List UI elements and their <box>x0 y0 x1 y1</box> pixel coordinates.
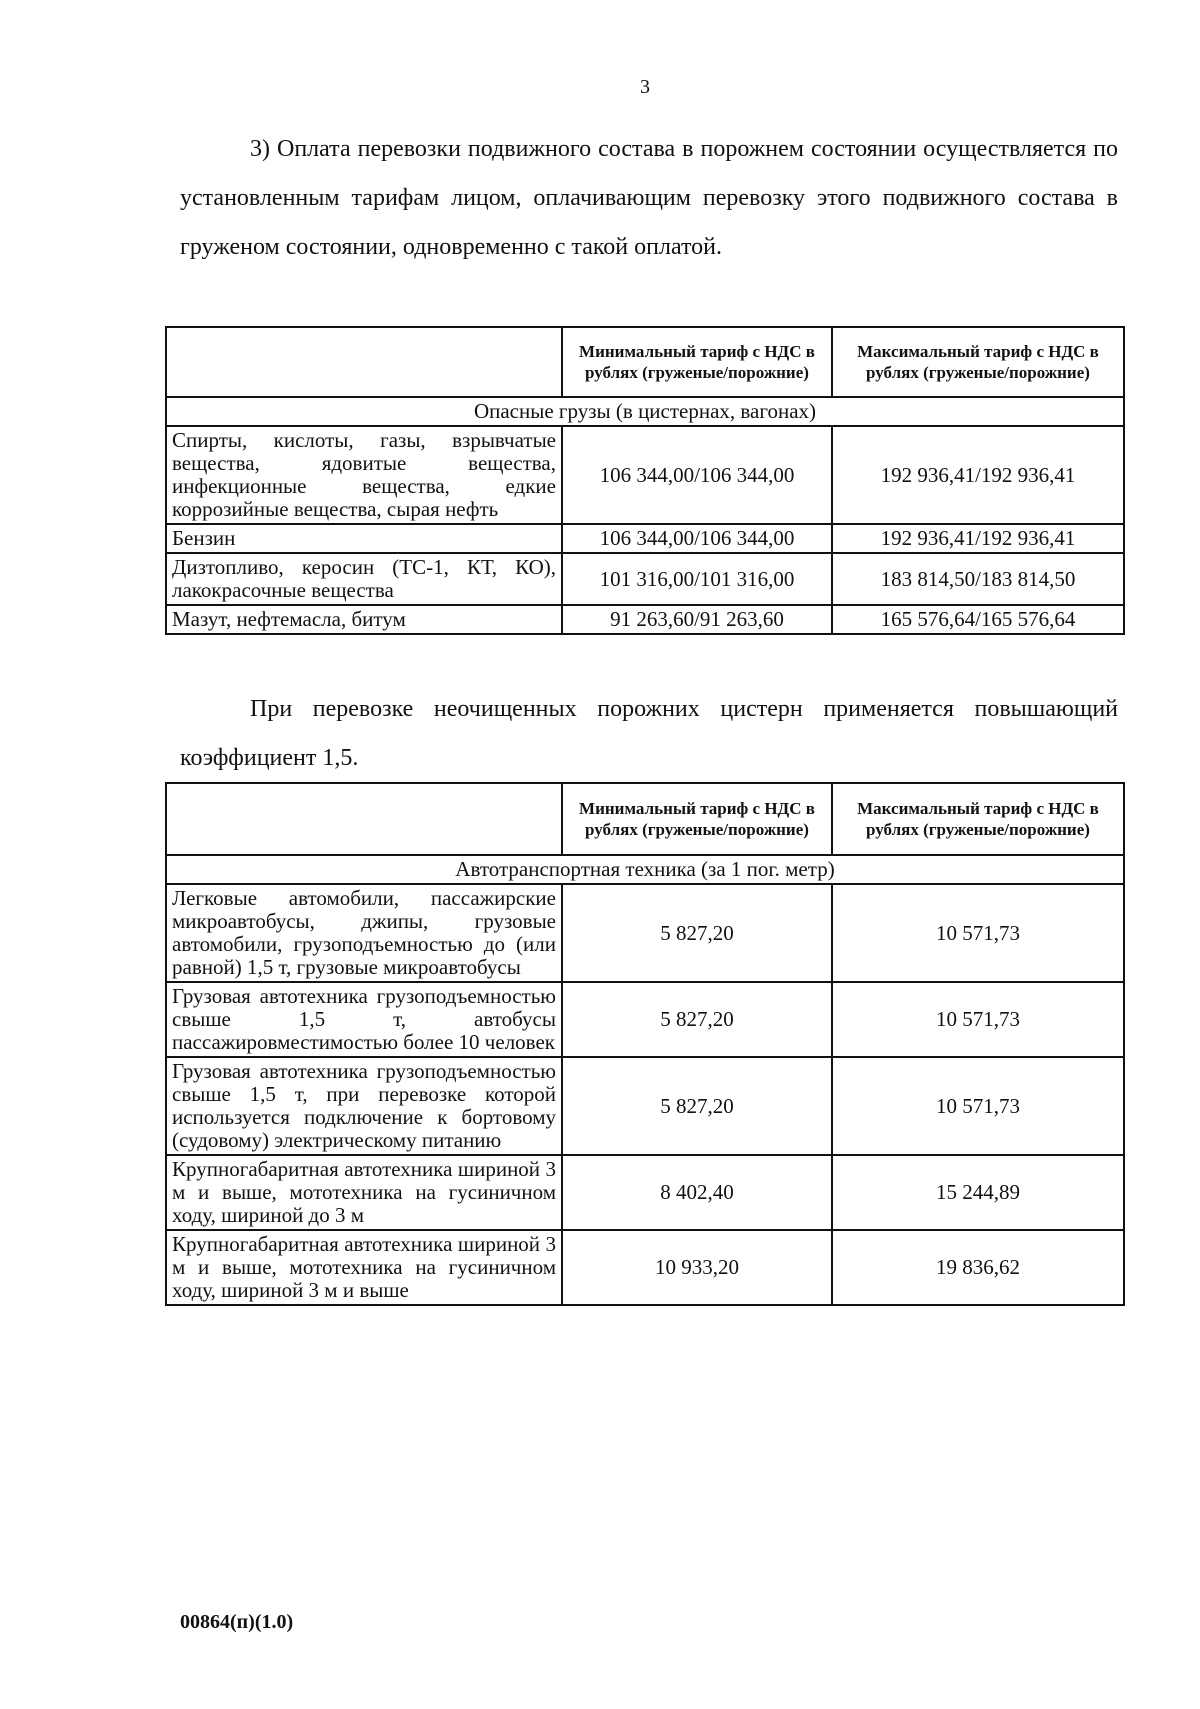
max-tariff-value: 10 571,73 <box>832 982 1124 1057</box>
section-row <box>166 855 1124 884</box>
vehicle-name: Грузовая автотехника грузоподъемностью свыше 1,5 т, при перевозке которой используется подключение к бортовому (судовому) электрическому питанию <box>166 1057 562 1155</box>
tariff-table-dangerous-goods <box>165 326 1125 635</box>
document-code: 00864(п)(1.0) <box>180 1611 294 1633</box>
min-tariff-value: 5 827,20 <box>562 982 832 1057</box>
cargo-name: Бензин <box>166 524 562 553</box>
max-tariff-value: 183 814,50/183 814,50 <box>832 553 1124 605</box>
min-tariff-value: 101 316,00/101 316,00 <box>562 553 832 605</box>
header-min-tariff: Минимальный тариф с НДС в рублях (груженые/порожние) <box>562 783 832 855</box>
min-tariff-value: 10 933,20 <box>562 1230 832 1305</box>
vehicle-name: Крупногабаритная автотехника шириной 3 м и выше, мототехника на гусиничном ходу, шириной 3 м и выше <box>166 1230 562 1305</box>
table-header-row <box>166 327 1124 397</box>
max-tariff-value: 19 836,62 <box>832 1230 1124 1305</box>
cargo-name: Мазут, нефтемасла, битум <box>166 605 562 634</box>
max-tariff-value: 192 936,41/192 936,41 <box>832 426 1124 524</box>
paragraph-empty-wagon-payment: 3) Оплата перевозки подвижного состава в порожнем состоянии осуществляется по установленным тарифам лицом, оплачивающим перевозку этого подвижного состава в груженом состоянии, одновременно с такой оплатой. <box>180 136 1118 260</box>
table-row <box>166 1155 1124 1230</box>
cargo-name: Дизтопливо, керосин (ТС-1, КТ, КО), лакокрасочные вещества <box>166 553 562 605</box>
table-row <box>166 884 1124 982</box>
table-row <box>166 426 1124 524</box>
header-max-tariff: Максимальный тариф с НДС в рублях (груженые/порожние) <box>832 783 1124 855</box>
min-tariff-value: 106 344,00/106 344,00 <box>562 524 832 553</box>
max-tariff-value: 15 244,89 <box>832 1155 1124 1230</box>
paragraph-coefficient: При перевозке неочищенных порожних цистерн применяется повышающий коэффициент 1,5. <box>180 696 1118 771</box>
section-title: Автотранспортная техника (за 1 пог. метр) <box>166 855 1124 884</box>
min-tariff-value: 91 263,60/91 263,60 <box>562 605 832 634</box>
header-blank <box>166 327 562 397</box>
cargo-name: Спирты, кислоты, газы, взрывчатые вещества, ядовитые вещества, инфекционные вещества, едкие коррозийные вещества, сырая нефть <box>166 426 562 524</box>
max-tariff-value: 165 576,64/165 576,64 <box>832 605 1124 634</box>
page-number: 3 <box>640 76 650 98</box>
table-row <box>166 553 1124 605</box>
max-tariff-value: 192 936,41/192 936,41 <box>832 524 1124 553</box>
table-row <box>166 982 1124 1057</box>
section-row <box>166 397 1124 426</box>
section-title: Опасные грузы (в цистернах, вагонах) <box>166 397 1124 426</box>
min-tariff-value: 8 402,40 <box>562 1155 832 1230</box>
min-tariff-value: 106 344,00/106 344,00 <box>562 426 832 524</box>
min-tariff-value: 5 827,20 <box>562 884 832 982</box>
table-row <box>166 524 1124 553</box>
vehicle-name: Легковые автомобили, пассажирские микроавтобусы, джипы, грузовые автомобили, грузоподъемностью до (или равной) 1,5 т, грузовые микроавтобусы <box>166 884 562 982</box>
vehicle-name: Крупногабаритная автотехника шириной 3 м и выше, мототехника на гусиничном ходу, шириной до 3 м <box>166 1155 562 1230</box>
header-min-tariff: Минимальный тариф с НДС в рублях (груженые/порожние) <box>562 327 832 397</box>
max-tariff-value: 10 571,73 <box>832 1057 1124 1155</box>
header-max-tariff: Максимальный тариф с НДС в рублях (груженые/порожние) <box>832 327 1124 397</box>
max-tariff-value: 10 571,73 <box>832 884 1124 982</box>
vehicle-name: Грузовая автотехника грузоподъемностью свыше 1,5 т, автобусы пассажировместимостью более 10 человек <box>166 982 562 1057</box>
table-row <box>166 605 1124 634</box>
table-row <box>166 1057 1124 1155</box>
table-header-row <box>166 783 1124 855</box>
table-row <box>166 1230 1124 1305</box>
tariff-table-vehicles <box>165 782 1125 1306</box>
header-blank <box>166 783 562 855</box>
min-tariff-value: 5 827,20 <box>562 1057 832 1155</box>
